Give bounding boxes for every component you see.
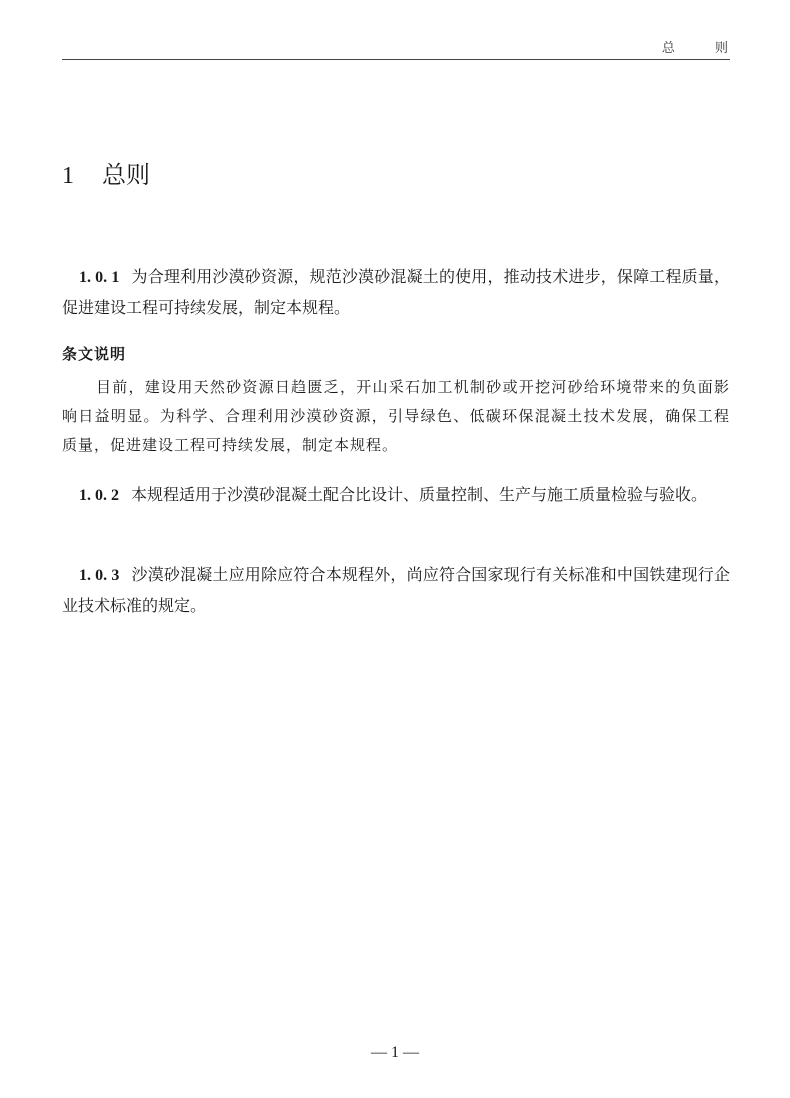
chapter-number: 1 (62, 163, 74, 189)
clause-1-0-3 (62, 560, 730, 621)
clause-number: 1. 0. 2 (79, 487, 119, 504)
clause-1-0-2 (62, 480, 730, 511)
clause-text: 为合理利用沙漠砂资源，规范沙漠砂混凝土的使用，推动技术进步，保障工程质量，促进建设工程可持续发展，制定本规程。 (62, 267, 730, 317)
running-header: 总 则 (661, 41, 746, 56)
clause-text: 沙漠砂混凝土应用除应符合本规程外，尚应符合国家现行有关标准和中国铁建现行企业技术标准的规定。 (62, 565, 730, 615)
page-number: — 1 — (371, 1044, 419, 1061)
chapter-title-text: 总则 (102, 161, 150, 189)
header-rule (62, 59, 730, 60)
explanation-heading: 条文说明 (62, 345, 127, 363)
clause-text: 本规程适用于沙漠砂混凝土配合比设计、质量控制、生产与施工质量检验与验收。 (131, 485, 708, 504)
chapter-title (62, 158, 150, 193)
clause-number: 1. 0. 3 (79, 567, 120, 584)
explanation-text: 目前，建设用天然砂资源日趋匮乏，开山采石加工机制砂或开挖河砂给环境带来的负面影响日益明显。为科学、合理利用沙漠砂资源，引导绿色、低碳环保混凝土技术发展，确保工程质量，促进建设工程可持续发展，制定本规程。 (62, 378, 730, 454)
clause-1-0-1 (62, 262, 730, 323)
clause-number: 1. 0. 1 (79, 269, 120, 286)
